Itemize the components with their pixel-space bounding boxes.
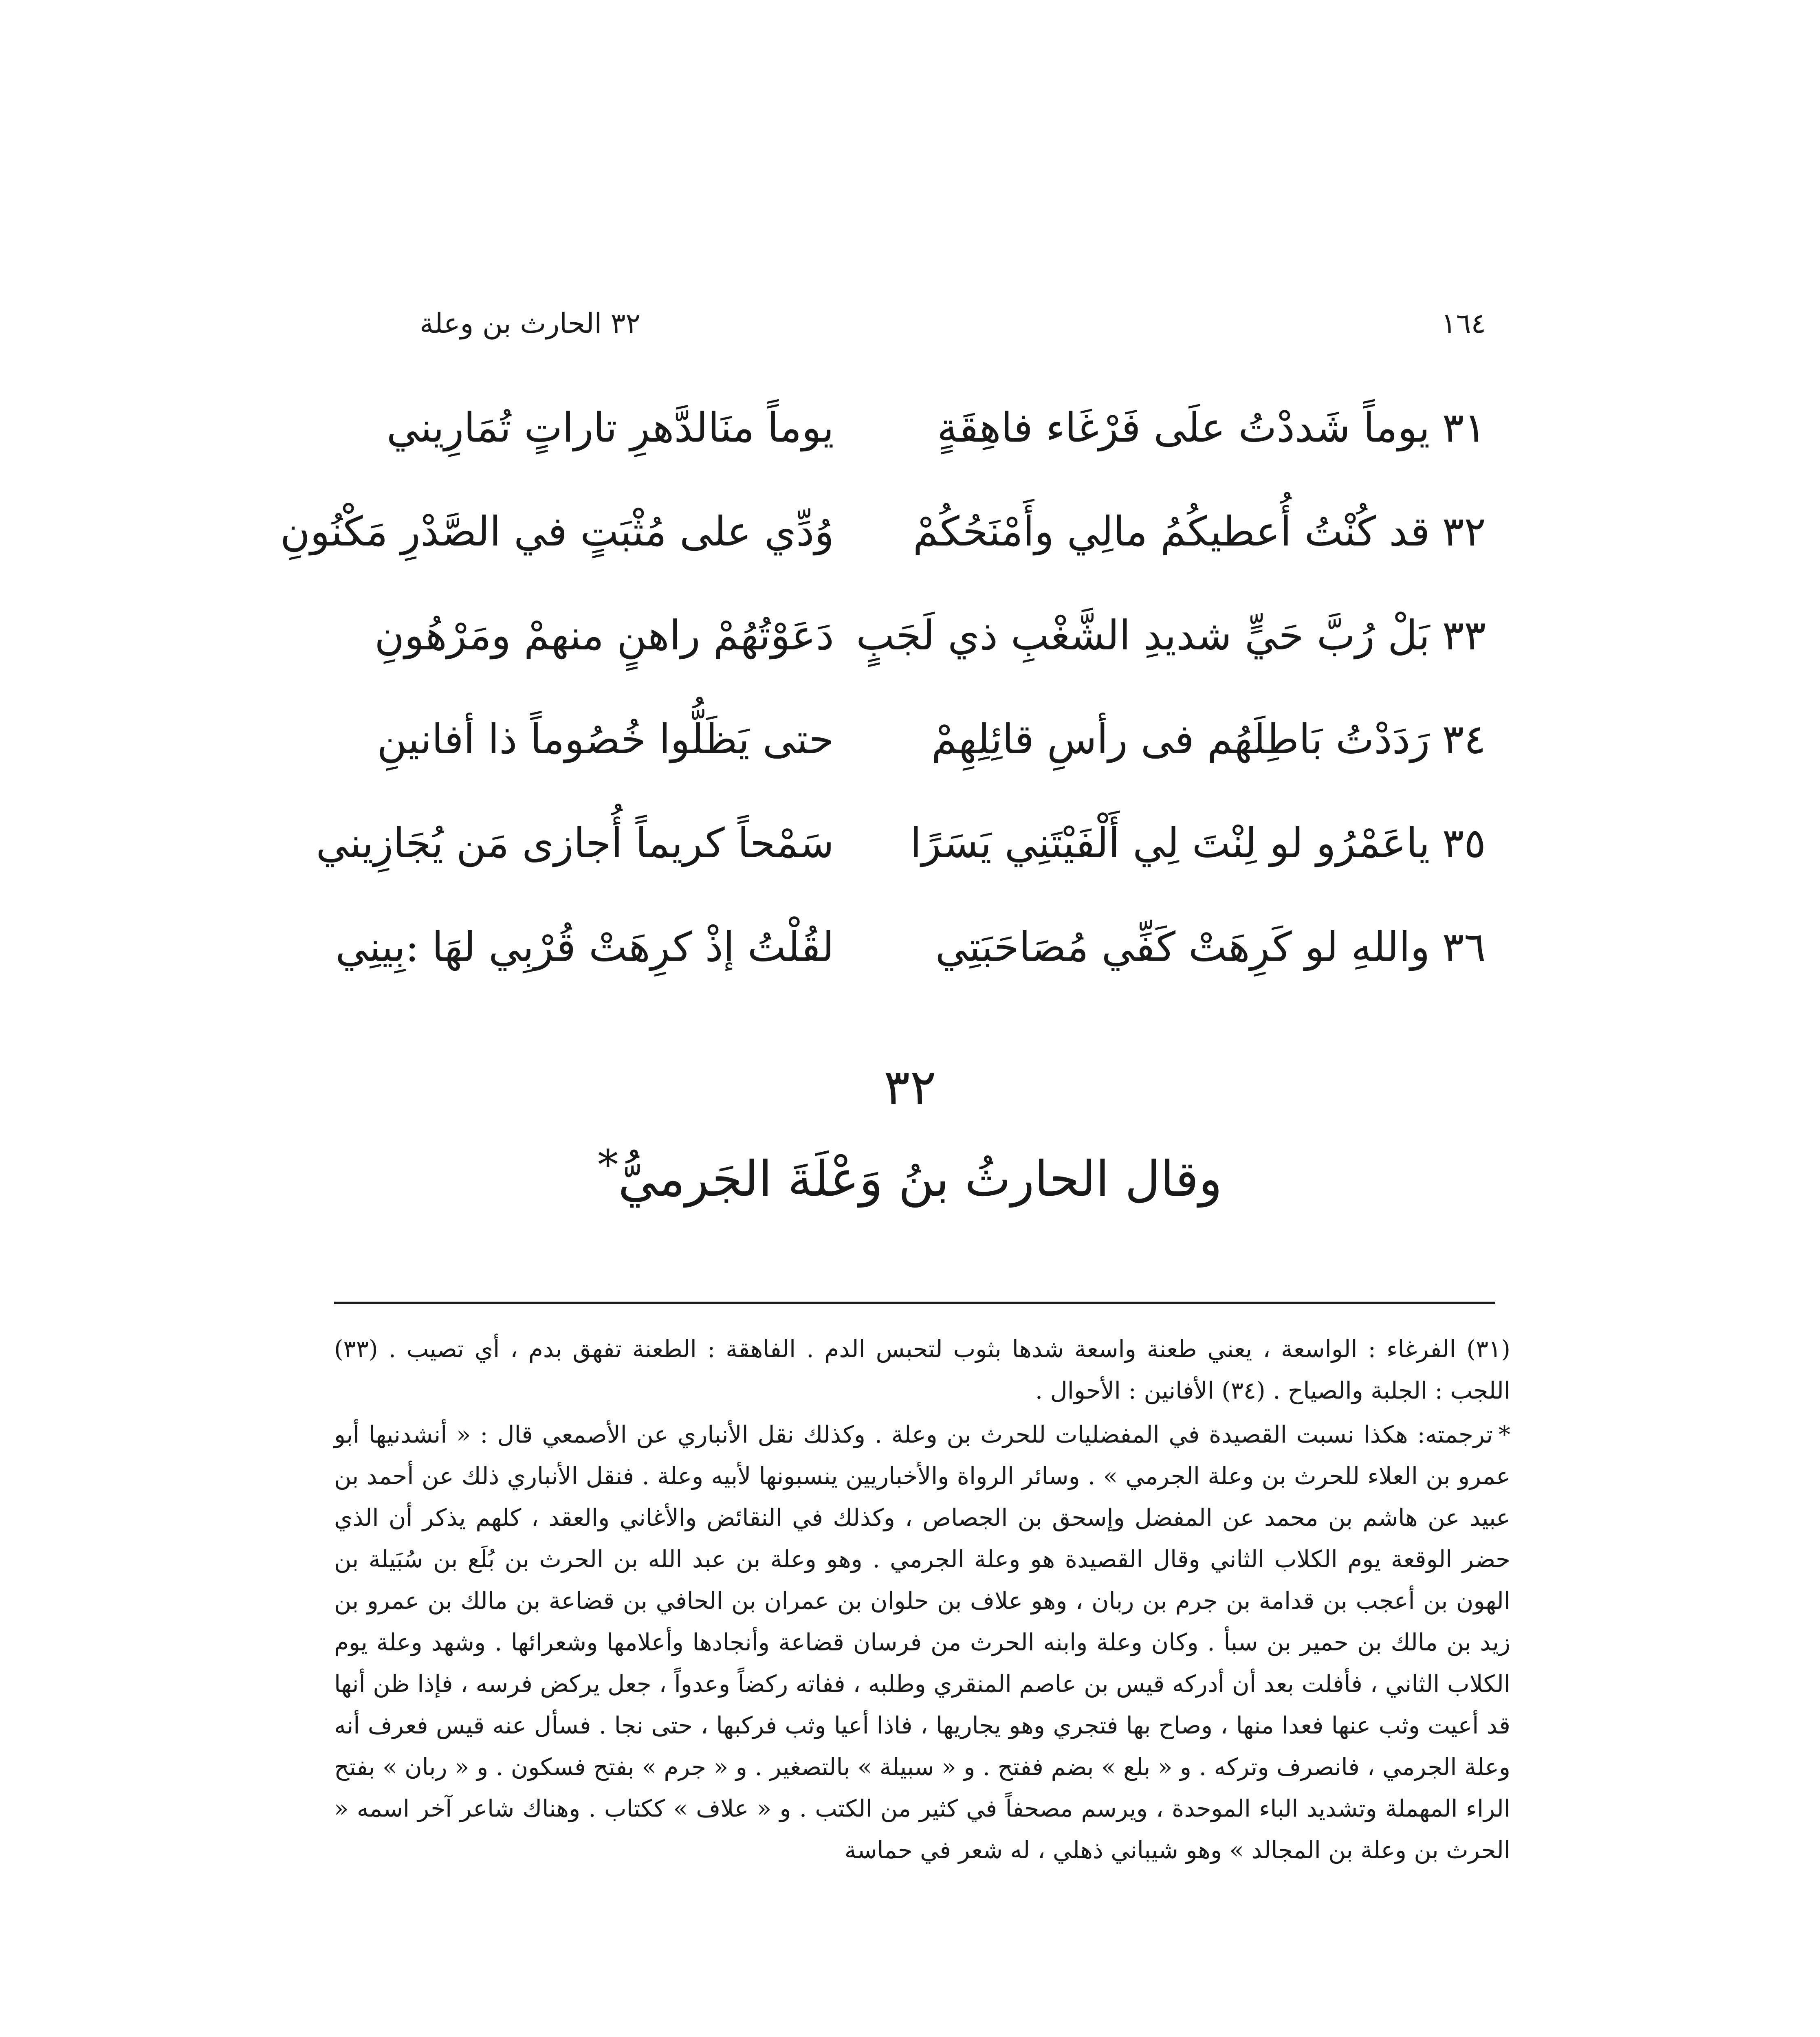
- verse-second-hemistich: حتى يَظَلُّوا خُصُوماً ذا أفانينِ: [377, 715, 834, 763]
- verse-first-text: قد كُنْتُ أُعطيكُمُ مالِي وأَمْنَحُكُمْ: [913, 508, 1430, 555]
- verse-31: [350, 387, 1486, 491]
- verse-first-hemistich: [895, 803, 1486, 884]
- verse-first-hemistich: [895, 906, 1486, 988]
- biography-note: [334, 1414, 1510, 1871]
- verse-first-text: ياعَمْرُو لو لِنْتَ لِي أَلْفَيْتَنِي يَسَرًا: [910, 819, 1430, 867]
- verse-number: ٣١: [1442, 404, 1486, 451]
- verse-first-hemistich: [895, 699, 1486, 780]
- verse-second-hemistich: لقُلْتُ إذْ كرِهَتْ قُرْبِي لهَا :بِينِي: [335, 923, 834, 971]
- page-number: ١٦٤: [1441, 308, 1486, 340]
- verse-36: [335, 906, 1486, 1010]
- biography-marker: *: [1499, 1421, 1511, 1448]
- verse-number: ٣٢: [1442, 508, 1486, 555]
- verse-33: [350, 595, 1486, 699]
- verse-second-hemistich: سَمْحاً كريماً أُجازى مَن يُجَازِيني: [316, 819, 834, 867]
- verse-first-text: رَدَدْتُ بَاطِلَهُم فى رأسِ قائِلِهِمْ: [931, 715, 1430, 763]
- verse-first-hemistich: [895, 491, 1486, 572]
- footnotes: [334, 1328, 1510, 1871]
- running-title: ٣٢ الحارث بن وعلة: [420, 308, 641, 340]
- verse-first-hemistich: [895, 387, 1486, 469]
- section-title-text: وقال الحارثُ بنُ وَعْلَةَ الجَرميُّ: [618, 1151, 1222, 1208]
- section-title: [0, 1124, 1820, 1220]
- verse-second-hemistich: يوماً منَالدَّهرِ تاراتٍ تُمَارِيني: [386, 404, 834, 451]
- running-header: [334, 301, 1486, 346]
- verse-number: ٣٦: [1442, 923, 1486, 971]
- gloss-note: (٣١) الفرغاء : الواسعة ، يعني طعنة واسعة شدها بثوب لتحبس الدم . الفاهقة : الطعنة تفهق بدم ، أي تصيب . (٣٣) اللجب : الجلبة والصياح . (٣٤) الأفانين : الأحوال .: [334, 1335, 1510, 1404]
- footnote-separator: [334, 1302, 1495, 1304]
- verse-35: [316, 803, 1486, 906]
- verse-second-hemistich: وُدِّي على مُثْبَتٍ في الصَّدْرِ مَكْنُونِ: [280, 508, 834, 555]
- verse-first-hemistich: [856, 595, 1486, 676]
- verse-first-text: واللهِ لو كَرِهَتْ كَفِّي مُصَاحَبَتِي: [935, 923, 1430, 971]
- verse-first-text: بَلْ رُبَّ حَيٍّ شديدِ الشَّغْبِ ذي لَجَبٍ: [856, 612, 1430, 659]
- verse-32: [280, 491, 1486, 595]
- verse-number: ٣٥: [1442, 819, 1486, 867]
- section-number: ٣٢: [884, 1059, 936, 1116]
- verse-34: [350, 699, 1486, 803]
- footnote-marker: *: [598, 1141, 618, 1189]
- poem: [280, 387, 1486, 1010]
- verse-first-text: يوماً شَددْتُ علَى فَرْغَاء فاهِقَةٍ: [937, 404, 1430, 451]
- verse-number: ٣٤: [1442, 715, 1486, 763]
- verse-second-hemistich: دَعَوْتُهُمْ راهنٍ منهمْ ومَرْهُونِ: [374, 612, 834, 659]
- biography-text: ترجمته: هكذا نسبت القصيدة في المفضليات للحرث بن وعلة . وكذلك نقل الأنباري عن الأصمعي قال : « أنشدنيها أبو عمرو بن العلاء للحرث بن وعلة الجرمي » . وسائر الرواة والأخباريين ينسبونها لأبيه وعلة . فنقل الأنباري ذلك عن أحمد بن عبيد عن هاشم بن محمد عن المفضل وإسحق بن الجصاص ، وكذلك في النقائض والأغاني والعقد ، كلهم يذكر أن الذي حضر الوقعة يوم الكلاب الثاني وقال القصيدة هو وعلة الجرمي . وهو وعلة بن عبد الله بن الحرث بن بُلَع بن سُبَيلة بن الهون بن أعجب بن قدامة بن جرم بن ربان ، وهو علاف بن حلوان بن عمران بن الحافي بن قضاعة بن مالك بن عمرو بن زيد بن مالك بن حمير بن سبأ . وكان وعلة وابنه الحرث من فرسان قضاعة وأنجادها وأعلامها وشعرائها . وشهد وعلة يوم الكلاب الثاني ، فأفلت بعد أن أدركه قيس بن عاصم المنقري وطلبه ، ففاته ركضاً وعدواً ، جعل يركض فرسه ، فإذا ظن أنها قد أعيت وثب عنها فعدا منها ، وصاح بها فتجري وهو يجاريها ، فاذا أعيا وثب فركبها ، حتى نجا . فسأل عنه قيس فعرف أنه وعلة الجرمي ، فانصرف وتركه . و « بلع » بضم ففتح . و « سبيلة » بالتصغير . و « جرم » بفتح فسكون . و « ربان » بفتح الراء المهملة وتشديد الباء الموحدة ، ويرسم مصحفاً في كثير من الكتب . و « علاف » ككتاب . وهناك شاعر آخر اسمه « الحرث بن وعلة بن المجالد » وهو شيباني ذهلي ، له شعر في حماسة: [334, 1421, 1510, 1864]
- verse-number: ٣٣: [1442, 612, 1486, 659]
